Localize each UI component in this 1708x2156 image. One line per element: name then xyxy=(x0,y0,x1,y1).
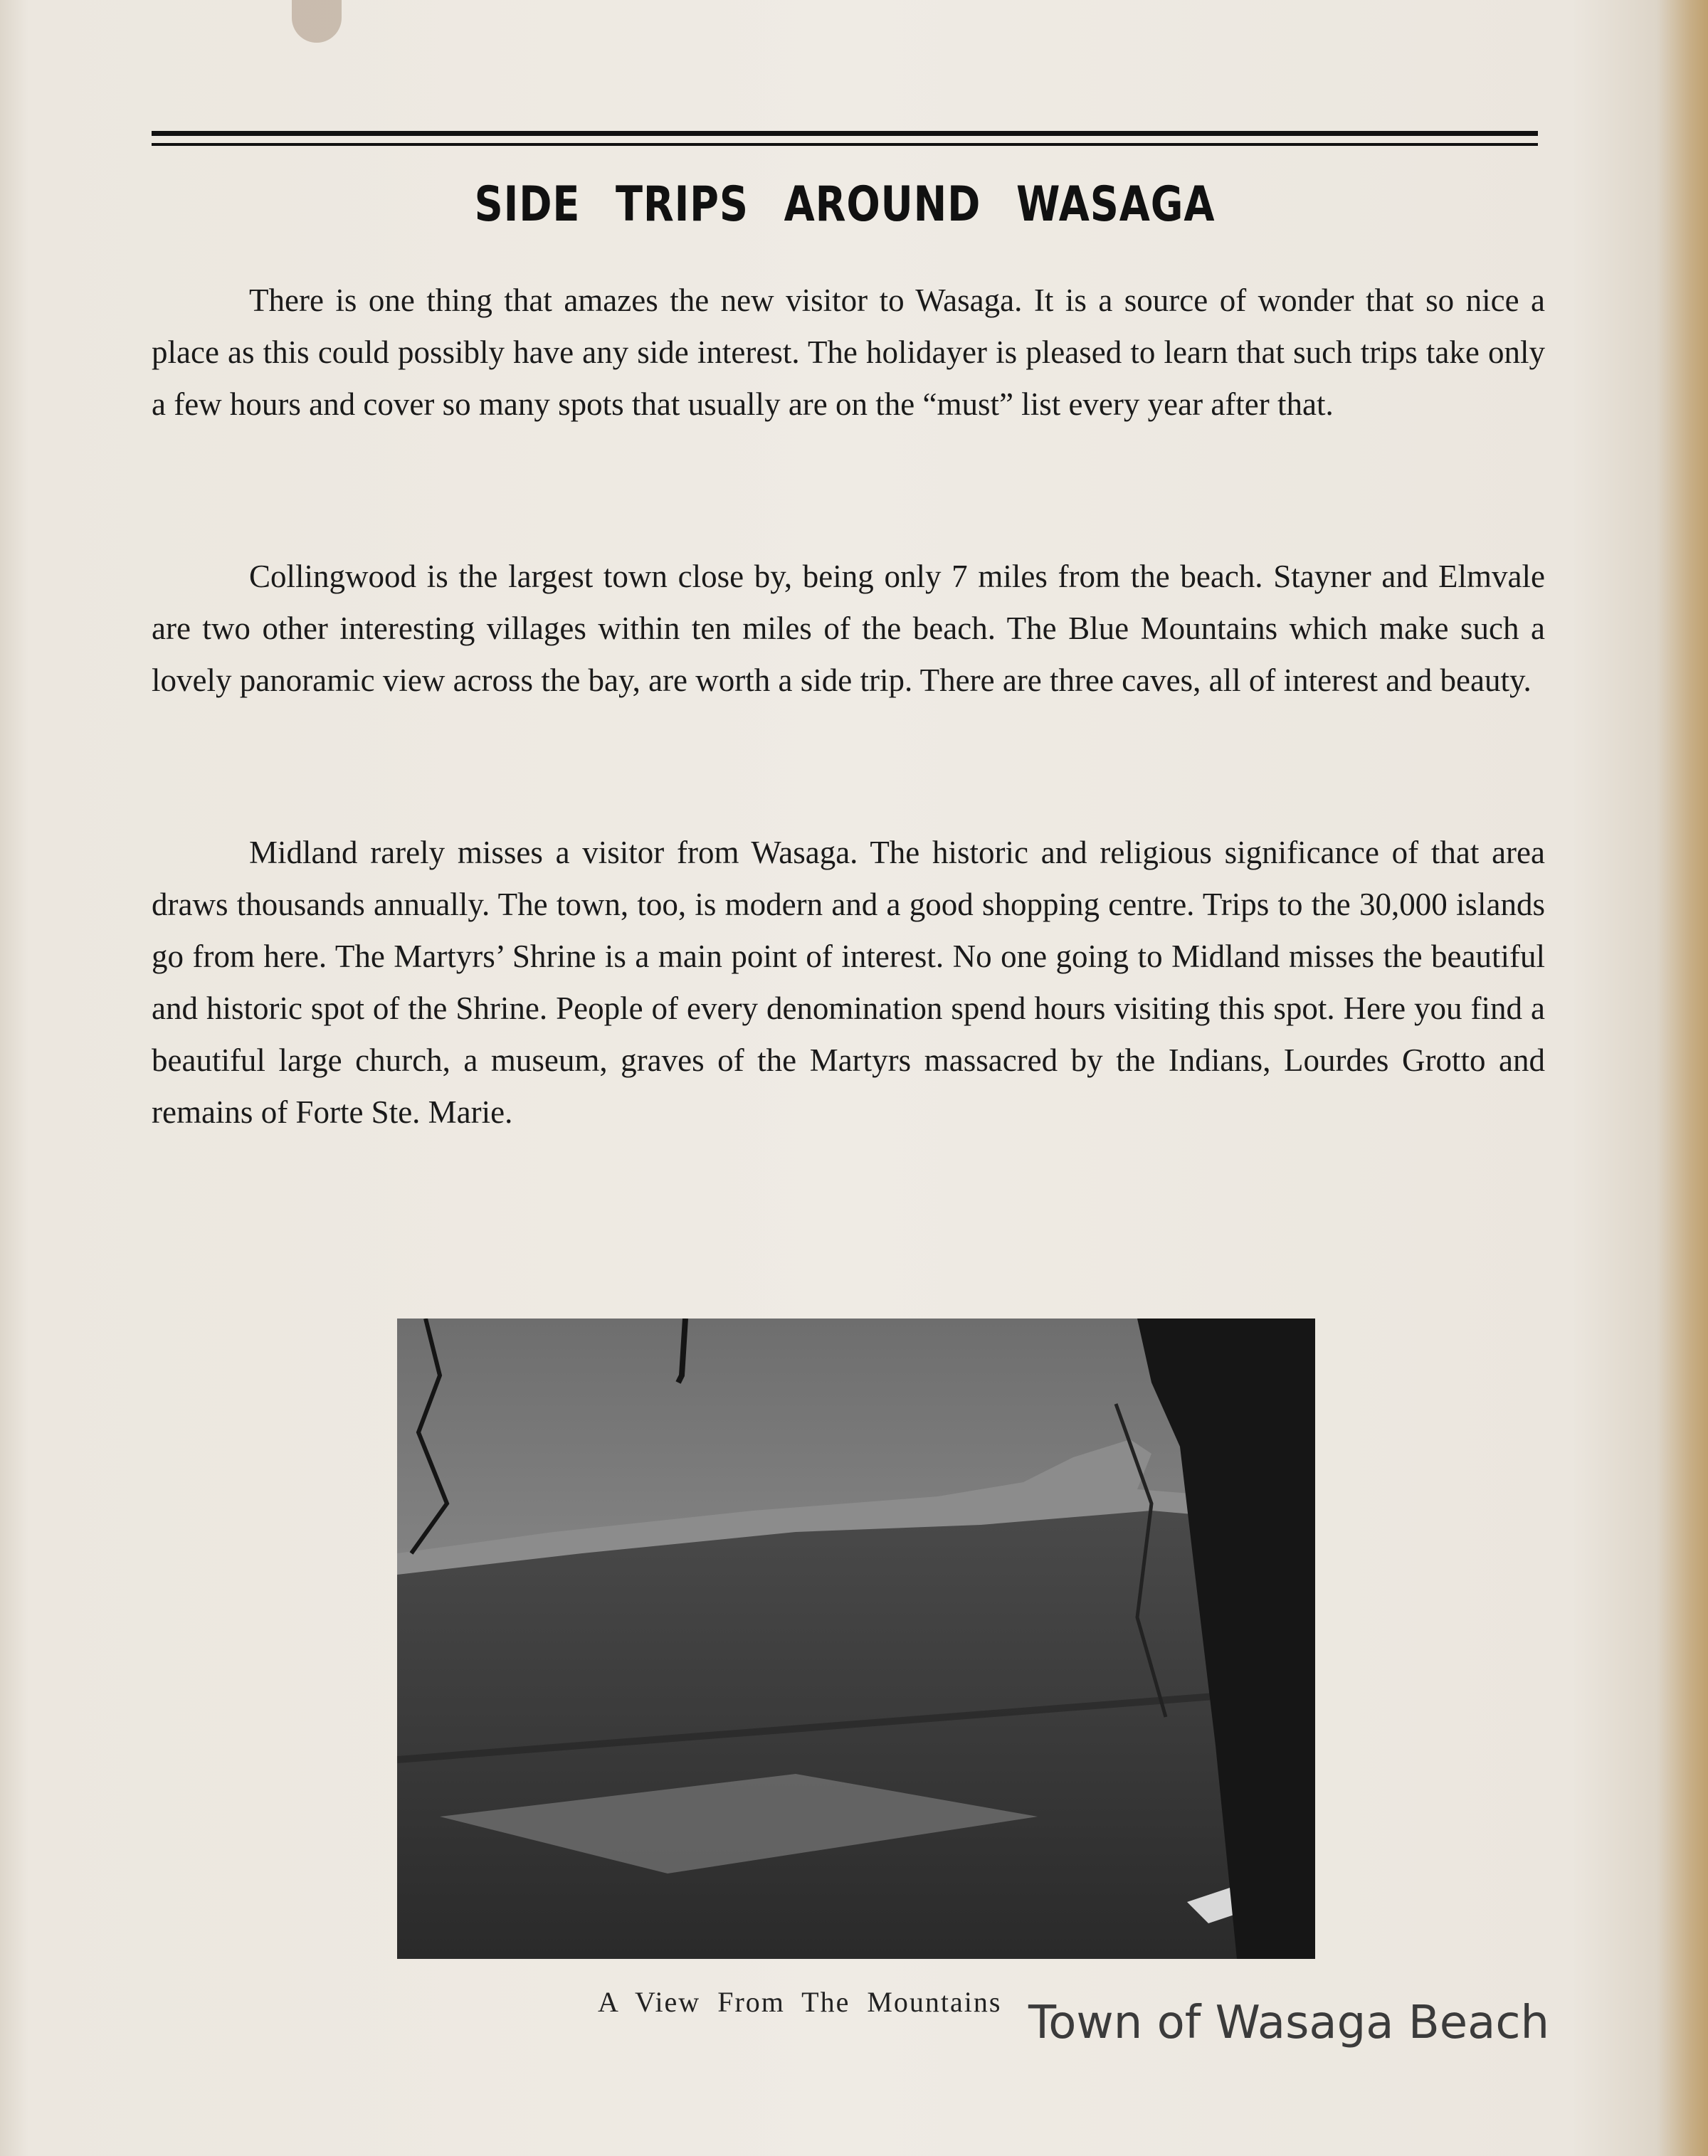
photo-caption: A View From The Mountains xyxy=(598,1986,1002,2018)
watermark-text: Town of Wasaga Beach xyxy=(1028,1997,1550,2049)
header-rule-thick xyxy=(152,131,1538,136)
photo-illustration xyxy=(397,1319,1315,1959)
page-title: SIDE TRIPS AROUND WASAGA xyxy=(474,176,1216,233)
paragraph-collingwood: Collingwood is the largest town close by, being only 7 miles from the beach. Stayner and Elmvale are two other interesting villages within ten miles of the beach. The Blue Mountains which make such a lovely panoramic view across the bay, are worth a side trip. There are three caves, all of interest and beauty. xyxy=(152,559,1545,698)
header-rule-thin xyxy=(152,143,1538,146)
paper-stain xyxy=(292,0,342,43)
mountain-view-photo xyxy=(397,1319,1315,1959)
paragraph-intro: There is one thing that amazes the new visitor to Wasaga. It is a source of wonder that so nice a place as this could possibly have any side interest. The holidayer is pleased to learn that such trips take only a few hours and cover so many spots that usually are on the “must” list every year after that. xyxy=(152,282,1545,422)
paragraph-midland: Midland rarely misses a visitor from Wasaga. The historic and religious significance of that area draws thousands annually. The town, too, is modern and a good shopping centre. Trips to the 30,000 islands go from here. The Martyrs’ Shrine is a main point of interest. No one going to Midland misses the beautiful and historic spot of the Shrine. People of every denomination spend hours visiting this spot. Here you find a beautiful large church, a museum, graves of the Martyrs massacred by the Indians, Lourdes Grotto and remains of Forte Ste. Marie. xyxy=(152,835,1545,1130)
